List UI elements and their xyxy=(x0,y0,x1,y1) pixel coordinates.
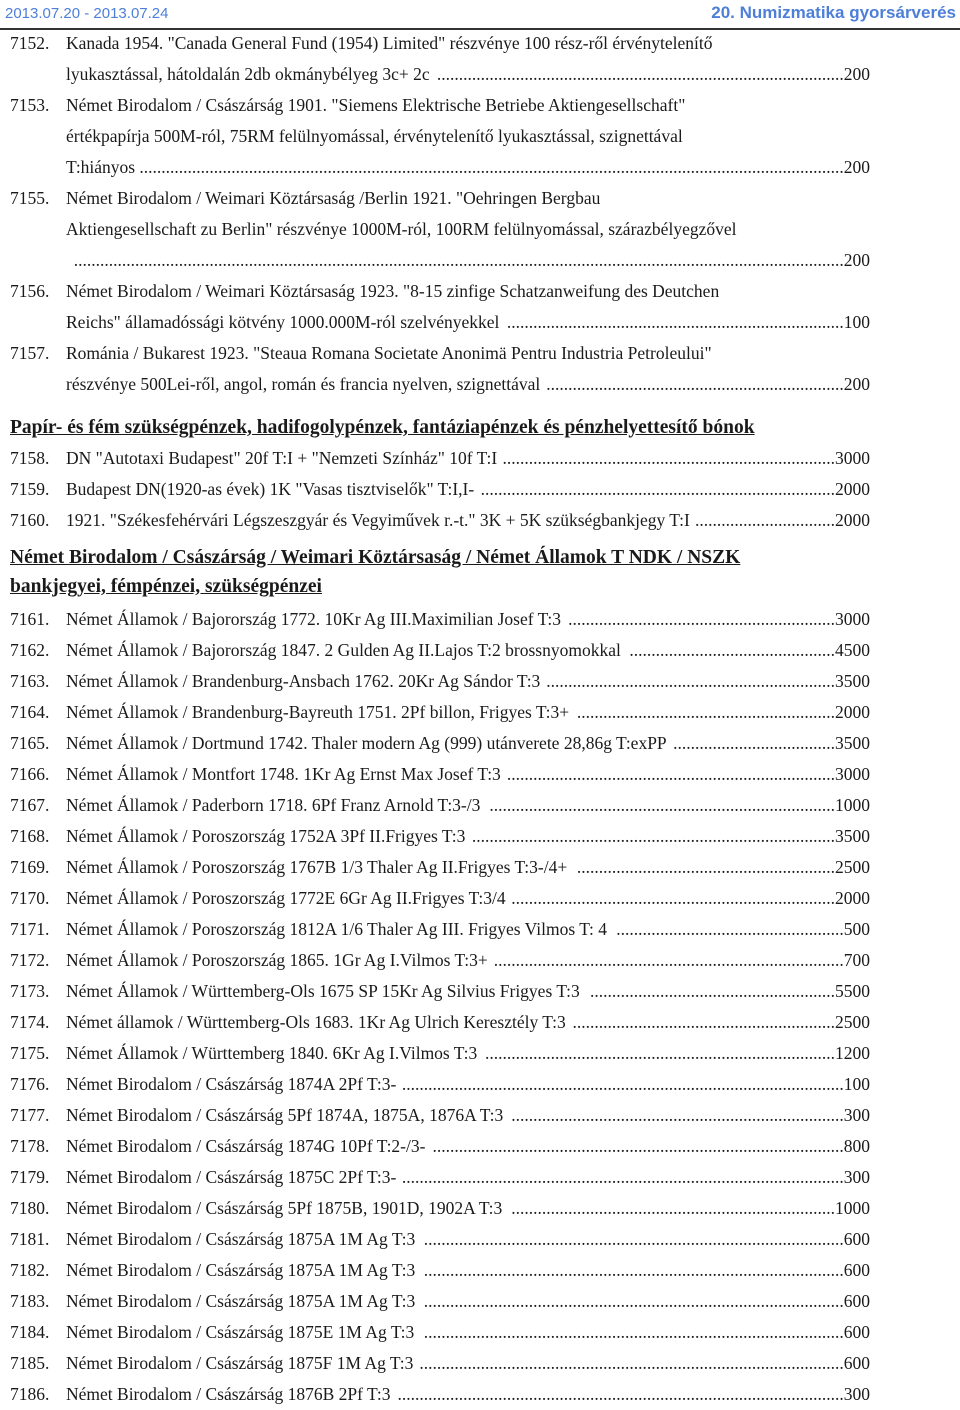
leader-dots: ..................................................................................................... xyxy=(401,1167,844,1187)
entry-line xyxy=(10,697,870,728)
entry-line xyxy=(10,245,870,276)
lot-description: DN "Autotaxi Budapest" 20f T:I + "Nemzeti Színház" 10f T:I xyxy=(66,448,498,468)
lot-number: 7162. xyxy=(10,640,50,660)
lot-number: 7167. xyxy=(10,795,50,815)
lot-price: 2500 xyxy=(835,857,870,877)
lot-price: 200 xyxy=(843,157,870,177)
lot-description: Német Birodalom / Weimari Köztársaság 1923. "8-15 zinfige Schatzanweifung des Deutchen xyxy=(66,281,720,301)
lot-price: 600 xyxy=(843,1322,870,1342)
lot-description: Német Birodalom / Császárság 1875A 1M Ag T:3 xyxy=(66,1260,416,1280)
lot-price: 200 xyxy=(843,250,870,270)
entry-line xyxy=(10,883,870,914)
leader-dots: ............................................................................. xyxy=(506,312,844,332)
lot-number: 7155. xyxy=(10,188,50,208)
lot-description: Kanada 1954. "Canada General Fund (1954) Limited" részvénye 100 rész-ről érvénytelenítő xyxy=(66,33,713,53)
lot-number: 7186. xyxy=(10,1384,50,1404)
lot-description: Német Birodalom / Császárság 1874G 10Pf T:2-/3- xyxy=(66,1136,426,1156)
lot-number: 7184. xyxy=(10,1322,50,1342)
lot-price: 3000 xyxy=(835,609,870,629)
lot-description: Német Birodalom / Császárság 1875C 2Pf T:3- xyxy=(66,1167,397,1187)
entry-line xyxy=(10,1255,870,1286)
entry-line xyxy=(10,759,870,790)
entry-line xyxy=(10,1224,870,1255)
lot-number: 7159. xyxy=(10,479,50,499)
leader-dots: .................................................... xyxy=(616,919,844,939)
entry-line xyxy=(10,852,870,883)
lot-number: 7161. xyxy=(10,609,50,629)
entry-line xyxy=(10,214,870,245)
entry-line xyxy=(10,338,870,369)
lot-description: Német Államok / Württemberg 1840. 6Kr Ag I.Vilmos T:3 xyxy=(66,1043,478,1063)
entry-line xyxy=(10,1193,870,1224)
leader-dots: ............................................................................ xyxy=(511,1105,844,1125)
lot-number: 7178. xyxy=(10,1136,50,1156)
section-heading-emergency-money: Papír- és fém szükségpénzek, hadifogolypénzek, fantáziapénzek és pénzhelyettesítő bónok xyxy=(10,417,755,438)
leader-dots: ................................................................................. xyxy=(480,479,835,499)
lot-description: Német Birodalom / Császárság 1875F 1M Ag T:3 xyxy=(66,1353,414,1373)
lot-number: 7175. xyxy=(10,1043,50,1063)
leader-dots: ................................................................................................ xyxy=(423,1229,844,1249)
lot-description: Német Államok / Montfort 1748. 1Kr Ag Ernst Max Josef T:3 xyxy=(66,764,501,784)
leader-dots: ........................................................... xyxy=(576,702,835,722)
lot-number: 7182. xyxy=(10,1260,50,1280)
lot-number: 7164. xyxy=(10,702,50,722)
lot-description: értékpapírja 500M-ról, 75RM felülnyomással, érvénytelenítő lyukasztással, szignettával xyxy=(66,126,683,146)
leader-dots: ............................................................................ xyxy=(502,448,835,468)
entry-line xyxy=(10,635,870,666)
lot-description: Német Államok / Paderborn 1718. 6Pf Franz Arnold T:3-/3 xyxy=(66,795,481,815)
lot-price: 800 xyxy=(843,1136,870,1156)
entry-line xyxy=(10,1379,870,1410)
lot-price: 3000 xyxy=(835,764,870,784)
lot-description: Német Államok / Poroszország 1865. 1Gr Ag I.Vilmos T:3+ xyxy=(66,950,488,970)
lot-description: Német Államok / Bajorország 1772. 10Kr Ag III.Maximilian Josef T:3 xyxy=(66,609,562,629)
entry-line xyxy=(10,728,870,759)
entry-line xyxy=(10,1348,870,1379)
lot-number: 7169. xyxy=(10,857,50,877)
lot-description: Német Birodalom / Császárság 1876B 2Pf T:3 xyxy=(66,1384,391,1404)
leader-dots: ................................................................................................ xyxy=(423,1260,844,1280)
auction-date-range: 2013.07.20 - 2013.07.24 xyxy=(5,5,169,22)
leader-dots: ................................................................................................................................................................. xyxy=(139,157,844,177)
entry-line xyxy=(10,604,870,635)
lot-price: 200 xyxy=(843,64,870,84)
leader-dots: ............................................................................................. xyxy=(436,64,844,84)
leader-dots: .......................................................................... xyxy=(511,1198,835,1218)
lot-description: Német Államok / Poroszország 1767B 1/3 Thaler Ag II.Frigyes T:3-/4+ xyxy=(66,857,568,877)
lot-description: Német Államok / Dortmund 1742. Thaler modern Ag (999) utánverete 28,86g T:exPP xyxy=(66,733,667,753)
entry-line xyxy=(10,1038,870,1069)
lot-number: 7174. xyxy=(10,1012,50,1032)
lot-description: Német Államok / Poroszország 1772E 6Gr Ag II.Frigyes T:3/4 xyxy=(66,888,506,908)
lot-price: 300 xyxy=(843,1105,870,1125)
lot-number: 7160. xyxy=(10,510,50,530)
lot-description: Német Birodalom / Császárság 1875E 1M Ag T:3 xyxy=(66,1322,415,1342)
entry-line xyxy=(10,821,870,852)
leader-dots: ................................................................................................. xyxy=(419,1353,844,1373)
lot-price: 200 xyxy=(843,374,870,394)
lot-description: Német Államok / Bajorország 1847. 2 Gulden Ag II.Lajos T:2 brossnyomokkal xyxy=(66,640,621,660)
leader-dots: ..................................... xyxy=(673,733,835,753)
lot-price: 5500 xyxy=(835,981,870,1001)
leader-dots: ................................................................................................ xyxy=(423,1291,844,1311)
entry-line xyxy=(10,1007,870,1038)
lot-number: 7185. xyxy=(10,1353,50,1373)
lot-description: Német Birodalom / Császárság 5Pf 1874A, 1875A, 1876A T:3 xyxy=(66,1105,504,1125)
leader-dots: ........................................................ xyxy=(590,981,835,1001)
entry-line xyxy=(10,59,870,90)
lot-price: 600 xyxy=(843,1353,870,1373)
lot-description: részvénye 500Lei-ről, angol, román és francia nyelven, szignettával xyxy=(66,374,541,394)
lot-description: Német Államok / Poroszország 1812A 1/6 Thaler Ag III. Frigyes Vilmos T: 4 xyxy=(66,919,608,939)
entry-line xyxy=(10,307,870,338)
lot-description: T:hiányos xyxy=(66,157,136,177)
lot-number: 7166. xyxy=(10,764,50,784)
leader-dots: .................................................................... xyxy=(546,374,844,394)
lot-price: 2000 xyxy=(835,702,870,722)
entry-line xyxy=(10,152,870,183)
leader-dots: ................................................................................................ xyxy=(423,1322,844,1342)
entry-line xyxy=(10,183,870,214)
lot-description: Német Államok / Brandenburg-Bayreuth 1751. 2Pf billon, Frigyes T:3+ xyxy=(66,702,570,722)
lot-number: 7153. xyxy=(10,95,50,115)
lot-number: 7172. xyxy=(10,950,50,970)
entry-line xyxy=(10,121,870,152)
lot-price: 2000 xyxy=(835,479,870,499)
lot-number: 7163. xyxy=(10,671,50,691)
leader-dots: ..................................................................................................... xyxy=(401,1074,844,1094)
lot-price: 300 xyxy=(843,1384,870,1404)
lot-number: 7156. xyxy=(10,281,50,301)
lot-price: 4500 xyxy=(835,640,870,660)
lot-number: 7183. xyxy=(10,1291,50,1311)
entry-line xyxy=(10,1131,870,1162)
lot-number: 7171. xyxy=(10,919,50,939)
lot-description: Német Birodalom / Császárság 1901. "Siemens Elektrische Betriebe Aktiengesellschaft" xyxy=(66,95,686,115)
entry-line xyxy=(10,505,870,536)
entry-line xyxy=(10,28,870,59)
lot-number: 7179. xyxy=(10,1167,50,1187)
entry-line xyxy=(10,945,870,976)
entry-line xyxy=(10,369,870,400)
entry-line xyxy=(10,1100,870,1131)
entry-line xyxy=(10,790,870,821)
lot-description: lyukasztással, hátoldalán 2db okmánybélyeg 3c+ 2c xyxy=(66,64,430,84)
lot-description: Német Birodalom / Császárság 5Pf 1875B, 1901D, 1902A T:3 xyxy=(66,1198,503,1218)
lot-description: 1921. "Székesfehérvári Légszeszgyár és Vegyiművek r.-t." 3K + 5K szükségbankjegy T:I xyxy=(66,510,690,530)
leader-dots: .......................................................................... xyxy=(511,888,835,908)
lot-price: 600 xyxy=(843,1260,870,1280)
leader-dots: .................................................................. xyxy=(546,671,835,691)
entry-line xyxy=(10,914,870,945)
entry-line xyxy=(10,976,870,1007)
lot-description: Budapest DN(1920-as évek) 1K "Vasas tisztviselők" T:I,I- xyxy=(66,479,475,499)
lot-description: Német Államok / Poroszország 1752A 3Pf II.Frigyes T:3 xyxy=(66,826,466,846)
lot-description: Románia / Bukarest 1923. "Steaua Romana Societate Anonimä Pentru Industria Petroleului" xyxy=(66,343,712,363)
leader-dots: ................................................................................................................................................................................ xyxy=(73,250,844,270)
leader-dots: .............................................................................................. xyxy=(432,1136,844,1156)
lot-price: 2500 xyxy=(835,1012,870,1032)
lot-price: 3500 xyxy=(835,671,870,691)
lot-number: 7177. xyxy=(10,1105,50,1125)
lot-description: Német Birodalom / Császárság 1875A 1M Ag T:3 xyxy=(66,1229,416,1249)
lot-price: 1200 xyxy=(835,1043,870,1063)
page-header xyxy=(0,0,960,30)
lot-price: 300 xyxy=(843,1167,870,1187)
lot-number: 7173. xyxy=(10,981,50,1001)
entry-line xyxy=(10,1162,870,1193)
lot-description: Német államok / Württemberg-Ols 1683. 1Kr Ag Ulrich Keresztély T:3 xyxy=(66,1012,566,1032)
leader-dots: ............................................................ xyxy=(572,1012,835,1032)
lot-price: 100 xyxy=(843,312,870,332)
lot-price: 3000 xyxy=(835,448,870,468)
leader-dots: ................................................................................ xyxy=(493,950,844,970)
leader-dots: ...................................................................................................... xyxy=(397,1384,844,1404)
lot-price: 1000 xyxy=(835,1198,870,1218)
lot-description: Német Államok / Brandenburg-Ansbach 1762. 20Kr Ag Sándor T:3 xyxy=(66,671,541,691)
lot-price: 500 xyxy=(843,919,870,939)
lot-description: Német Birodalom / Császárság 1874A 2Pf T:3- xyxy=(66,1074,397,1094)
lot-number: 7158. xyxy=(10,448,50,468)
lot-description: Aktiengesellschaft zu Berlin" részvénye 1000M-ról, 100RM felülnyomással, szárazbélyegzővel xyxy=(66,219,737,239)
lot-price: 3500 xyxy=(835,826,870,846)
section-heading-german-empire: Német Birodalom / Császárság / Weimari Köztársaság / Német Államok T NDK / NSZK xyxy=(10,547,741,568)
lot-price: 600 xyxy=(843,1229,870,1249)
leader-dots: ........................................................................... xyxy=(506,764,835,784)
lot-price: 2000 xyxy=(835,510,870,530)
entry-line xyxy=(10,474,870,505)
leader-dots: ................................................................................... xyxy=(471,826,835,846)
lot-price: 100 xyxy=(843,1074,870,1094)
lot-number: 7180. xyxy=(10,1198,50,1218)
entry-line xyxy=(10,1317,870,1348)
leader-dots: ............................................................. xyxy=(568,609,835,629)
entry-line xyxy=(10,1286,870,1317)
lot-price: 1000 xyxy=(835,795,870,815)
lot-number: 7152. xyxy=(10,33,50,53)
lot-description: Német Birodalom / Császárság 1875A 1M Ag T:3 xyxy=(66,1291,416,1311)
lot-price: 3500 xyxy=(835,733,870,753)
lot-number: 7157. xyxy=(10,343,50,363)
leader-dots: ................................ xyxy=(695,510,835,530)
lot-number: 7176. xyxy=(10,1074,50,1094)
leader-dots: ............................................................................... xyxy=(489,795,835,815)
lot-number: 7181. xyxy=(10,1229,50,1249)
lot-price: 700 xyxy=(843,950,870,970)
lot-description: Német Államok / Württemberg-Ols 1675 SP 15Kr Ag Silvius Frigyes T:3 xyxy=(66,981,580,1001)
entry-line xyxy=(10,666,870,697)
lot-number: 7165. xyxy=(10,733,50,753)
entry-line xyxy=(10,90,870,121)
auction-title: 20. Numizmatika gyorsárverés xyxy=(711,3,956,22)
lot-description: Reichs" államadóssági kötvény 1000.000M-ról szelvényekkel xyxy=(66,312,500,332)
leader-dots: ................................................................................ xyxy=(485,1043,835,1063)
section-heading-german-empire-line2: bankjegyei, fémpénzei, szükségpénzei xyxy=(10,576,322,597)
entry-line xyxy=(10,276,870,307)
entry-line xyxy=(10,1069,870,1100)
entry-line xyxy=(10,443,870,474)
leader-dots: ............................................... xyxy=(629,640,835,660)
lot-description: Német Birodalom / Weimari Köztársaság /Berlin 1921. "Oehringen Bergbau xyxy=(66,188,601,208)
lot-price: 2000 xyxy=(835,888,870,908)
lot-number: 7168. xyxy=(10,826,50,846)
lot-price: 600 xyxy=(843,1291,870,1311)
leader-dots: ........................................................... xyxy=(576,857,835,877)
lot-number: 7170. xyxy=(10,888,50,908)
